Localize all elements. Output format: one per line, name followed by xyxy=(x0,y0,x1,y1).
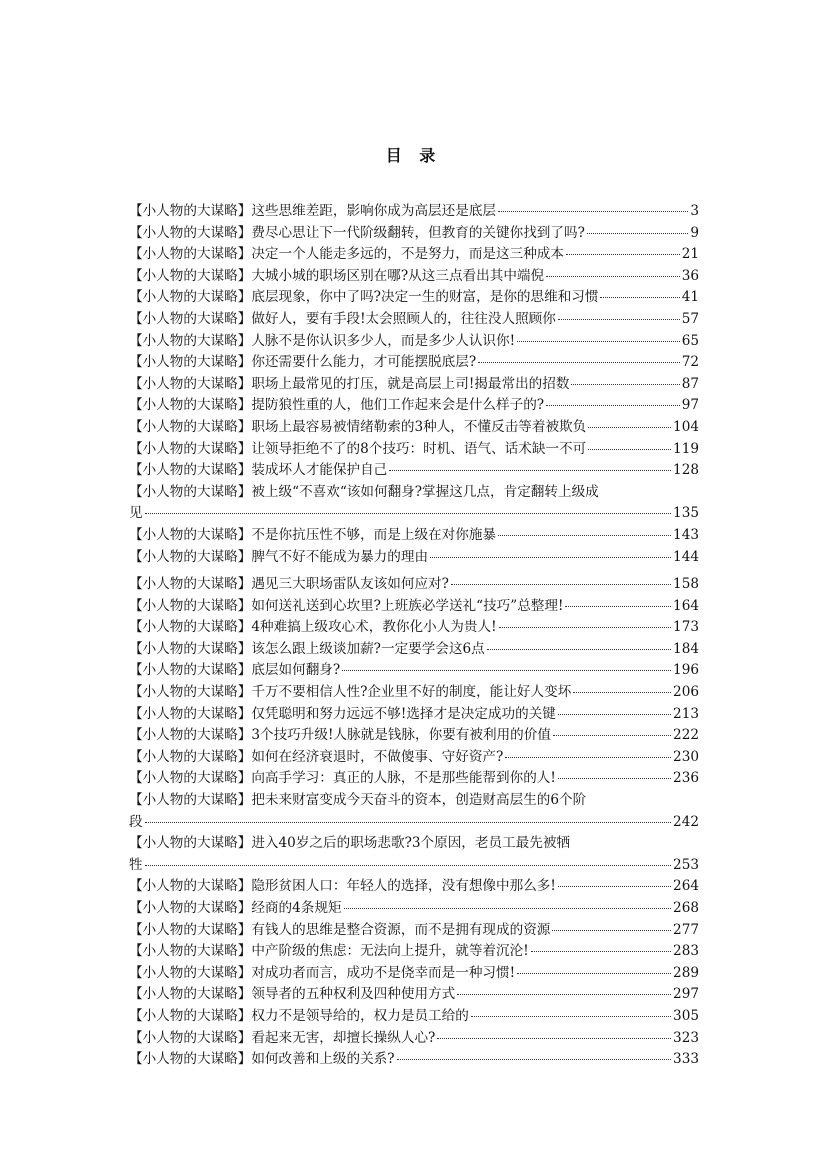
toc-entry-tag: 【小人物的大谋略】 xyxy=(129,483,252,500)
toc-entry-page: 323 xyxy=(673,1029,699,1046)
toc-entry-tag: 【小人物的大谋略】 xyxy=(129,267,252,284)
toc-entry-tag: 【小人物的大谋略】 xyxy=(129,792,252,809)
toc-entry[interactable] xyxy=(129,266,699,288)
toc-entry-tag: 【小人物的大谋略】 xyxy=(129,203,252,219)
toc-entry-leader xyxy=(573,692,671,693)
toc-entry[interactable] xyxy=(129,201,699,223)
toc-entry-leader xyxy=(389,470,671,471)
toc-entry-tag: 【小人物的大谋略】 xyxy=(129,462,252,479)
toc-entry-page: 297 xyxy=(673,986,699,1003)
table-of-contents xyxy=(129,201,699,1071)
toc-entry-page: 230 xyxy=(673,748,699,765)
toc-entry-title: 仅凭聪明和努力远远不够!选择才是决定成功的关键 xyxy=(251,705,556,722)
toc-entry-title: 职场上最常见的打压，就是高层上司!揭最常出的招数 xyxy=(251,375,570,392)
toc-entry-title: 4种难搞上级攻心术，教你化小人为贵人! xyxy=(251,619,497,636)
toc-entry-leader xyxy=(437,1038,671,1039)
toc-entry-title: 看起来无害，却擅长操纵人心? xyxy=(251,1029,436,1046)
page-title: 目 录 xyxy=(385,146,442,165)
toc-entry-title: 遇见三大职场雷队友该如何应对? xyxy=(251,576,449,593)
toc-entry[interactable] xyxy=(129,395,699,417)
toc-entry-title: 权力不是领导给的，权力是员工给的 xyxy=(251,1007,469,1024)
toc-entry[interactable] xyxy=(129,287,699,309)
toc-entry-tag: 【小人物的大谋略】 xyxy=(129,354,252,371)
toc-entry-tag: 【小人物的大谋略】 xyxy=(129,1007,252,1024)
toc-entry-page: 36 xyxy=(681,267,699,284)
toc-entry-tag: 【小人物的大谋略】 xyxy=(129,619,252,636)
toc-entry-line xyxy=(129,855,699,877)
toc-entry-leader xyxy=(552,930,671,931)
toc-entry-page: 305 xyxy=(673,1007,699,1024)
toc-entry-page: 72 xyxy=(681,354,699,371)
toc-entry-leader xyxy=(342,670,671,671)
toc-entry-title: 决定一个人能走多远的，不是努力，而是这三种成本 xyxy=(251,246,564,263)
toc-entry-page: 144 xyxy=(673,548,699,565)
toc-entry-page: 222 xyxy=(673,727,699,744)
toc-entry-tag: 【小人物的大谋略】 xyxy=(129,440,252,457)
toc-entry-page: 206 xyxy=(673,684,699,701)
toc-entry-title-continued: 见 xyxy=(129,505,143,522)
toc-entry[interactable] xyxy=(129,617,699,639)
toc-entry-page: 87 xyxy=(681,375,699,392)
toc-entry-leader xyxy=(451,584,671,585)
toc-entry-tag: 【小人物的大谋略】 xyxy=(129,224,252,241)
toc-entry-page: 242 xyxy=(673,813,699,830)
toc-entry[interactable] xyxy=(129,876,699,898)
toc-entry-page: 236 xyxy=(673,770,699,787)
toc-entry-tag: 【小人物的大谋略】 xyxy=(129,727,252,744)
toc-entry[interactable] xyxy=(129,984,699,1006)
toc-entry-page: 264 xyxy=(673,878,699,895)
toc-entry-page: 164 xyxy=(673,597,699,614)
toc-entry-title-continued: 牲 xyxy=(129,856,143,873)
toc-entry-page: 283 xyxy=(673,943,699,960)
toc-entry-tag: 【小人物的大谋略】 xyxy=(129,684,252,701)
toc-entry[interactable] xyxy=(129,417,699,439)
toc-entry-page: 104 xyxy=(673,418,699,435)
toc-entry-title: 这些思维差距，影响你成为高层还是底层 xyxy=(251,203,497,219)
toc-entry[interactable] xyxy=(129,660,699,682)
toc-entry-leader xyxy=(487,649,671,650)
toc-entry-tag: 【小人物的大谋略】 xyxy=(129,597,252,614)
toc-entry-tag: 【小人物的大谋略】 xyxy=(129,548,252,565)
toc-entry-tag: 【小人物的大谋略】 xyxy=(129,332,252,349)
toc-entry-title: 把未来财富变成今天奋斗的资本，创造财高层生的6个阶 xyxy=(251,792,587,809)
toc-entry[interactable] xyxy=(129,439,699,461)
toc-entry-tag: 【小人物的大谋略】 xyxy=(129,921,252,938)
toc-entry-line xyxy=(129,503,699,525)
toc-entry-leader xyxy=(498,535,671,536)
toc-entry-leader xyxy=(588,427,671,428)
toc-entry[interactable] xyxy=(129,352,699,374)
toc-entry-tag: 【小人物的大谋略】 xyxy=(129,835,252,852)
toc-entry-leader xyxy=(558,778,671,779)
toc-entry-title: 中产阶级的焦虑：无法向上提升，就等着沉沦! xyxy=(251,943,529,960)
toc-entry[interactable] xyxy=(129,682,699,704)
toc-entry-title: 人脉不是你认识多少人，而是多少人认识你! xyxy=(251,332,516,349)
toc-entry-tag: 【小人物的大谋略】 xyxy=(129,748,252,765)
toc-entry-tag: 【小人物的大谋略】 xyxy=(129,1051,252,1068)
toc-entry-tag: 【小人物的大谋略】 xyxy=(129,526,252,543)
toc-entry[interactable] xyxy=(129,244,699,266)
toc-entry-title: 不是你抗压性不够，而是上级在对你施暴 xyxy=(251,526,497,543)
toc-entry-leader xyxy=(566,254,680,255)
toc-entry-leader xyxy=(430,557,671,558)
toc-entry-leader xyxy=(546,405,680,406)
toc-entry-leader xyxy=(553,735,671,736)
toc-entry-title: 装成坏人才能保护自己 xyxy=(251,462,388,479)
toc-entry-title: 领导者的五种权利及四种使用方式 xyxy=(251,986,456,1003)
toc-entry-title: 提防狼性重的人，他们工作起来会是什么样子的? xyxy=(251,397,545,414)
toc-entry[interactable] xyxy=(129,223,699,245)
toc-entry-tag: 【小人物的大谋略】 xyxy=(129,397,252,414)
toc-entry-title: 该怎么跟上级谈加薪?一定要学会这6点 xyxy=(251,640,485,657)
toc-entry-tag: 【小人物的大谋略】 xyxy=(129,770,252,787)
toc-entry-leader xyxy=(531,951,671,952)
toc-entry-leader xyxy=(588,449,671,450)
toc-entry-leader xyxy=(558,319,680,320)
toc-entry-tag: 【小人物的大谋略】 xyxy=(129,246,252,263)
toc-entry-leader xyxy=(499,627,671,628)
toc-entry[interactable] xyxy=(129,747,699,769)
toc-entry[interactable] xyxy=(129,898,699,920)
toc-entry-leader xyxy=(471,1016,671,1017)
toc-entry-line xyxy=(129,812,699,834)
toc-entry-page: 158 xyxy=(673,576,699,593)
toc-entry-title: 大城小城的职场区别在哪?从这三点看出其中端倪 xyxy=(251,267,545,284)
toc-entry[interactable] xyxy=(129,768,699,790)
toc-entry-page: 57 xyxy=(681,310,699,327)
toc-entry-title: 如何改善和上级的关系? xyxy=(251,1051,395,1068)
toc-entry-tag: 【小人物的大谋略】 xyxy=(129,705,252,722)
toc-entry-tag: 【小人物的大谋略】 xyxy=(129,310,252,327)
toc-entry-leader xyxy=(571,384,679,385)
toc-entry-title: 有钱人的思维是整合资源，而不是拥有现成的资源 xyxy=(251,921,551,938)
toc-entry-page: 333 xyxy=(673,1051,699,1068)
toc-entry[interactable] xyxy=(129,525,699,547)
toc-entry-page: 184 xyxy=(673,640,699,657)
toc-entry[interactable] xyxy=(129,1028,699,1050)
toc-entry[interactable] xyxy=(129,963,699,985)
toc-entry-tag: 【小人物的大谋略】 xyxy=(129,878,252,895)
toc-entry-leader xyxy=(344,908,671,909)
toc-entry-leader xyxy=(457,994,671,995)
toc-entry-leader xyxy=(478,362,680,363)
toc-entry-leader xyxy=(397,1059,671,1060)
toc-entry[interactable] xyxy=(129,1049,699,1071)
toc-entry[interactable] xyxy=(129,460,699,482)
toc-entry[interactable] xyxy=(129,941,699,963)
toc-entry[interactable] xyxy=(129,790,699,833)
toc-entry-leader xyxy=(546,276,680,277)
toc-entry[interactable] xyxy=(129,833,699,876)
toc-entry-leader xyxy=(558,886,671,887)
toc-entry-tag: 【小人物的大谋略】 xyxy=(129,375,252,392)
toc-entry-title: 职场上最容易被情绪勒索的3种人，不懂反击等着被欺负 xyxy=(251,418,587,435)
toc-entry-page: 21 xyxy=(681,246,699,263)
toc-entry-tag: 【小人物的大谋略】 xyxy=(129,418,252,435)
toc-entry-leader xyxy=(145,513,671,514)
toc-entry-page: 65 xyxy=(681,332,699,349)
toc-entry[interactable] xyxy=(129,1006,699,1028)
toc-entry-leader xyxy=(145,865,671,866)
toc-entry-page: 277 xyxy=(673,921,699,938)
toc-entry-title: 经商的4条规矩 xyxy=(251,900,342,916)
toc-entry-tag: 【小人物的大谋略】 xyxy=(129,289,252,306)
toc-entry-page: 119 xyxy=(673,440,699,457)
toc-entry-title: 费尽心思让下一代阶级翻转，但教育的关键你找到了吗? xyxy=(251,224,585,241)
toc-entry-tag: 【小人物的大谋略】 xyxy=(129,964,252,981)
toc-entry-title: 隐形贫困人口：年轻人的选择，没有想像中那么多! xyxy=(251,878,556,895)
toc-entry[interactable] xyxy=(129,920,699,942)
toc-entry-title: 被上级“不喜欢“该如何翻身?掌握这几点，肯定翻转上级成 xyxy=(251,483,599,500)
toc-entry[interactable] xyxy=(129,725,699,747)
toc-entry-tag: 【小人物的大谋略】 xyxy=(129,986,252,1003)
toc-entry-page: 268 xyxy=(673,900,699,916)
toc-entry-title: 做好人，要有手段!太会照顾人的，往往没人照顾你 xyxy=(251,310,556,327)
toc-entry-page: 9 xyxy=(690,224,699,241)
toc-entry-title-continued: 段 xyxy=(129,813,143,830)
toc-entry-title: 向高手学习：真正的人脉，不是那些能帮到你的人! xyxy=(251,770,556,787)
toc-entry-tag: 【小人物的大谋略】 xyxy=(129,1029,252,1046)
toc-entry-leader xyxy=(587,233,688,234)
toc-entry[interactable] xyxy=(129,704,699,726)
toc-entry-page: 253 xyxy=(673,856,699,873)
toc-entry-page: 135 xyxy=(673,505,699,522)
toc-entry-leader xyxy=(498,211,688,212)
toc-entry[interactable] xyxy=(129,639,699,661)
toc-entry[interactable] xyxy=(129,309,699,331)
toc-entry-page: 3 xyxy=(690,203,699,219)
toc-entry-page: 196 xyxy=(673,662,699,679)
toc-entry-page: 143 xyxy=(673,526,699,543)
toc-entry-page: 289 xyxy=(673,964,699,981)
toc-entry-leader xyxy=(517,973,671,974)
toc-entry-title: 千万不要相信人性?企业里不好的制度，能让好人变坏 xyxy=(251,684,572,701)
toc-entry-tag: 【小人物的大谋略】 xyxy=(129,943,252,960)
toc-entry-tag: 【小人物的大谋略】 xyxy=(129,900,252,916)
toc-entry-page: 173 xyxy=(673,619,699,636)
toc-entry-title: 脾气不好不能成为暴力的理由 xyxy=(251,548,429,565)
toc-entry-leader xyxy=(517,341,680,342)
toc-entry-title: 进入40岁之后的职场悲歌?3个原因，老员工最先被牺 xyxy=(251,835,571,852)
toc-entry-line xyxy=(129,482,699,504)
toc-entry-title: 如何在经济衰退时，不做傻事、守好资产? xyxy=(251,748,504,765)
toc-entry-leader xyxy=(145,822,671,823)
toc-entry-title: 3个技巧升级!人脉就是钱脉，你要有被利用的价值 xyxy=(251,727,551,744)
toc-entry-leader xyxy=(565,606,671,607)
toc-entry-page: 128 xyxy=(673,462,699,479)
toc-entry-leader xyxy=(505,757,671,758)
toc-entry-title: 对成功者而言，成功不是侥幸而是一种习惯! xyxy=(251,964,516,981)
toc-entry-tag: 【小人物的大谋略】 xyxy=(129,576,252,593)
toc-entry-page: 213 xyxy=(673,705,699,722)
toc-entry-title: 底层现象，你中了吗?决定一生的财富，是你的思维和习惯 xyxy=(251,289,599,306)
toc-entry-page: 41 xyxy=(681,289,699,306)
toc-entry-leader xyxy=(600,297,679,298)
toc-entry-tag: 【小人物的大谋略】 xyxy=(129,662,252,679)
toc-entry-leader xyxy=(558,714,671,715)
toc-entry-title: 如何送礼送到心坎里?上班族必学送礼“技巧”总整理! xyxy=(251,597,564,614)
toc-entry[interactable] xyxy=(129,596,699,618)
toc-entry[interactable] xyxy=(129,547,699,569)
toc-entry-title: 底层如何翻身? xyxy=(251,662,341,679)
toc-entry-title: 你还需要什么能力，才可能摆脱底层? xyxy=(251,354,477,371)
toc-entry-page: 97 xyxy=(681,397,699,414)
toc-entry-tag: 【小人物的大谋略】 xyxy=(129,640,252,657)
toc-entry[interactable] xyxy=(129,482,699,525)
toc-entry-line xyxy=(129,790,699,812)
toc-entry[interactable] xyxy=(129,574,699,596)
toc-entry-title: 让领导拒绝不了的8个技巧：时机、语气、话术缺一不可 xyxy=(251,440,587,457)
toc-entry[interactable] xyxy=(129,331,699,353)
toc-entry[interactable] xyxy=(129,374,699,396)
toc-entry-line xyxy=(129,833,699,855)
